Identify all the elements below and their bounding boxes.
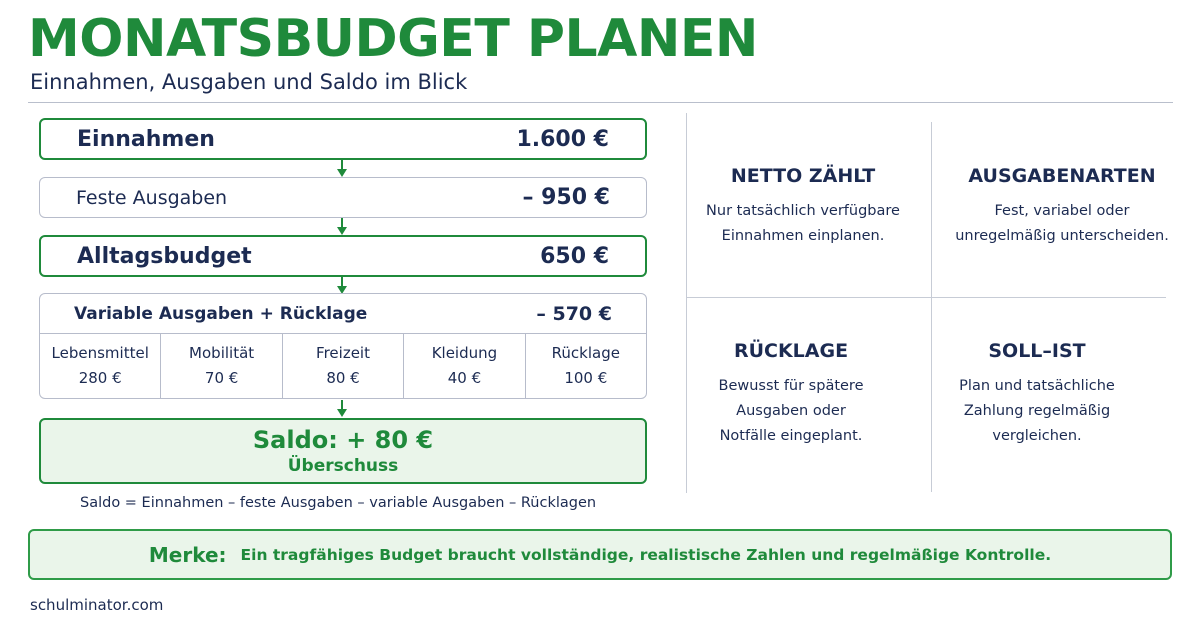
- tip-text: Plan und tatsächliche Zahlung regelmäßig vergleichen.: [959, 378, 1115, 444]
- expense-cell-ruecklage: [526, 334, 646, 398]
- expense-cell-value: 100 €: [564, 369, 608, 387]
- expense-cell-value: 70 €: [204, 369, 239, 387]
- tip-title: RÜCKLAGE: [733, 340, 849, 362]
- expense-cell-value: 40 €: [447, 369, 482, 387]
- page-subtitle: Einnahmen, Ausgaben und Saldo im Blick: [30, 70, 468, 94]
- expense-cell-label: Mobilität: [189, 344, 255, 362]
- tip-title: AUSGABENARTEN: [968, 165, 1156, 187]
- saldo-sublabel: Überschuss: [287, 456, 399, 476]
- arrow-down-icon: [336, 218, 348, 236]
- daily-budget-box: [39, 235, 647, 277]
- saldo-formula: Saldo = Einnahmen – feste Ausgaben – variable Ausgaben – Rücklagen: [80, 495, 597, 511]
- grid-divider: [686, 297, 1166, 298]
- header-divider: [28, 102, 1173, 103]
- expense-cell-kleidung: [404, 334, 525, 398]
- merke-keyword: Merke:: [148, 542, 227, 567]
- variable-expenses-breakdown: [40, 334, 646, 398]
- daily-budget-value: 650 €: [540, 243, 609, 269]
- income-value: 1.600 €: [516, 126, 609, 152]
- source-credit: schulminator.com: [30, 596, 164, 614]
- tip-title: SOLL–IST: [988, 340, 1086, 362]
- fixed-expenses-box: [39, 177, 647, 218]
- expense-cell-value: 80 €: [326, 369, 360, 387]
- arrow-down-icon: [336, 160, 348, 178]
- expense-cell-label: Lebensmittel: [51, 344, 149, 362]
- fixed-expenses-label: Feste Ausgaben: [76, 186, 228, 209]
- saldo-label: Saldo: + 80 €: [252, 426, 434, 454]
- arrow-down-icon: [336, 400, 348, 418]
- tip-netto: [688, 163, 918, 249]
- tip-ausgabenarten: [947, 163, 1177, 249]
- variable-expenses-label: Variable Ausgaben + Rücklage: [74, 303, 368, 324]
- tip-text: Nur tatsächlich verfügbare Einnahmen einplanen.: [706, 203, 900, 244]
- expense-cell-label: Rücklage: [551, 344, 620, 362]
- tip-soll-ist: [922, 338, 1152, 449]
- tip-text: Fest, variabel oder unregelmäßig unterscheiden.: [955, 203, 1169, 244]
- tip-ruecklage: [676, 338, 906, 449]
- daily-budget-label: Alltagsbudget: [77, 243, 252, 269]
- tip-text: Bewusst für spätere Ausgaben oder Notfälle eingeplant.: [718, 378, 864, 444]
- variable-expenses-value: – 570 €: [536, 302, 612, 325]
- income-label: Einnahmen: [77, 126, 215, 152]
- page-title: MONATSBUDGET PLANEN: [28, 9, 758, 69]
- income-box: [39, 118, 647, 160]
- expense-cell-lebensmittel: [40, 334, 161, 398]
- expense-cell-value: 280 €: [78, 369, 122, 387]
- expense-cell-label: Kleidung: [431, 344, 498, 362]
- expense-cell-freizeit: [283, 334, 404, 398]
- merke-text: Ein tragfähiges Budget braucht vollständige, realistische Zahlen und regelmäßige Kontrolle.: [240, 545, 1052, 564]
- merke-banner: [28, 529, 1172, 580]
- variable-expenses-header: [40, 294, 646, 334]
- fixed-expenses-value: – 950 €: [522, 185, 610, 210]
- tip-title: NETTO ZÄHLT: [730, 165, 876, 187]
- saldo-box: [39, 418, 647, 484]
- expense-cell-label: Freizeit: [316, 344, 370, 362]
- variable-expenses-box: [39, 293, 647, 399]
- expense-cell-mobilitaet: [161, 334, 282, 398]
